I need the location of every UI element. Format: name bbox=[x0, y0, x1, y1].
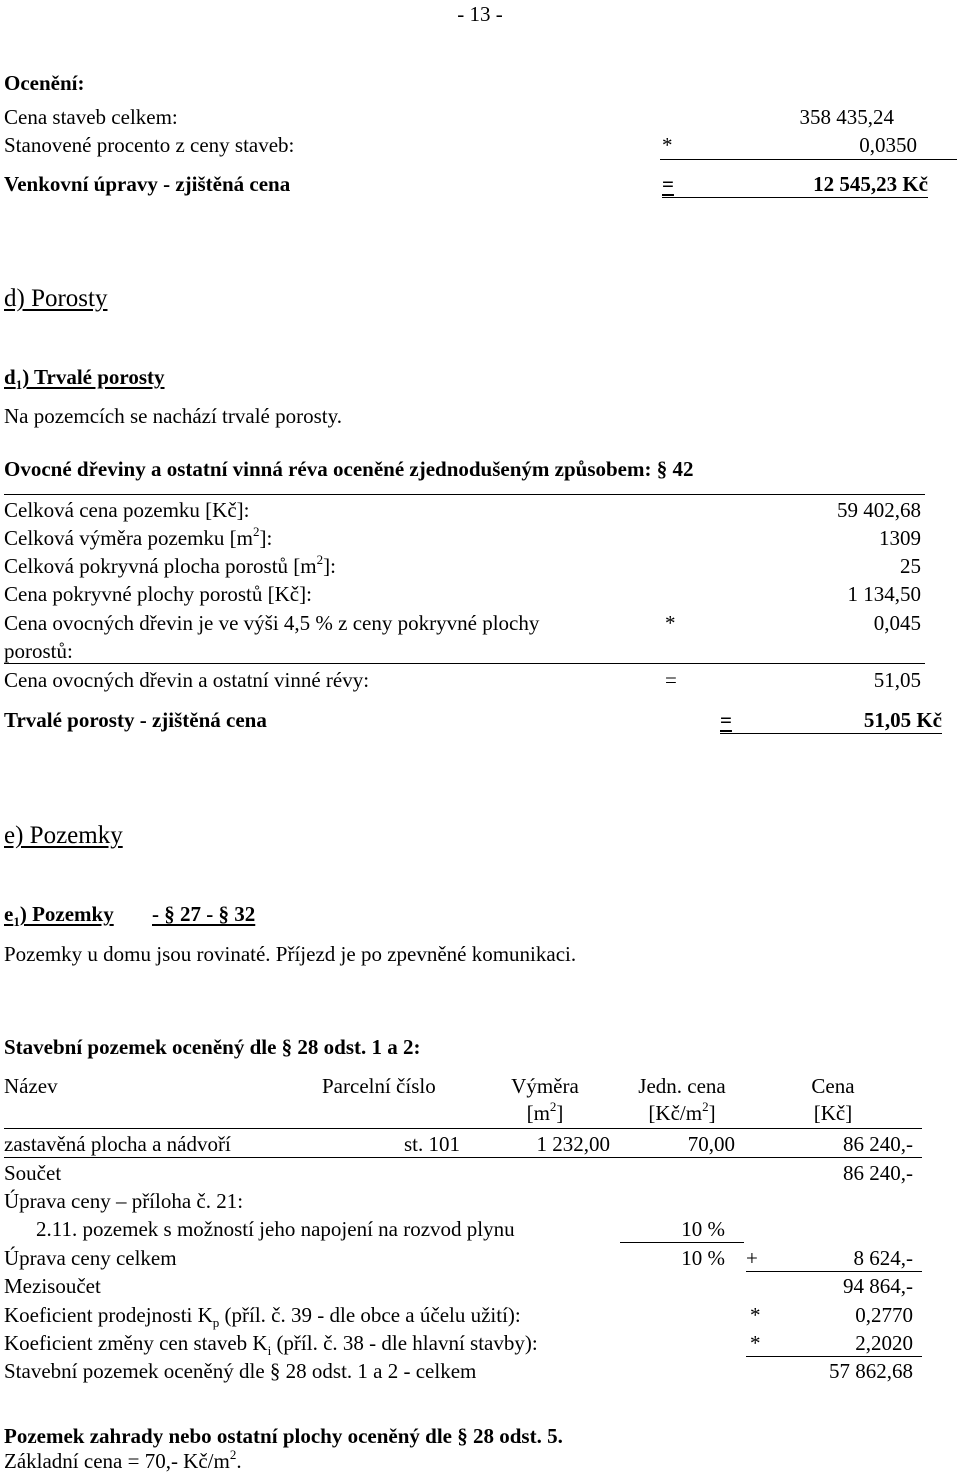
procento-value: 0,0350 bbox=[859, 133, 917, 157]
total-underline bbox=[662, 197, 928, 198]
procento-operator: * bbox=[662, 133, 673, 157]
stavebni-pozemek-heading: Stavební pozemek oceněný dle § 28 odst. 1 a 2: bbox=[4, 1035, 421, 1059]
total-underline bbox=[720, 733, 942, 734]
col-cena-unit: [Kč] bbox=[813, 1101, 853, 1125]
ovocne-dreviny-heading: Ovocné dřeviny a ostatní vinná réva oceněné zjednodušeným způsobem: § 42 bbox=[4, 457, 694, 481]
table-row-cena: 86 240,- bbox=[843, 1132, 913, 1156]
cena-ovocnych-value: 0,045 bbox=[873, 611, 921, 635]
pozemky-subheading: $e_1$) Pozemky bbox=[4, 902, 114, 929]
uprava-celkem-rule bbox=[746, 1271, 922, 1272]
trvale-porosty-total-value: 51,05 Kč bbox=[863, 708, 942, 732]
koeficient-kp-value: 0,2770 bbox=[855, 1303, 913, 1327]
uprava-item-percent: 10 % bbox=[681, 1217, 725, 1241]
soucet-label: Součet bbox=[4, 1161, 62, 1185]
pokryvna-plocha-value: 25 bbox=[900, 554, 921, 578]
col-vymera-unit: $[m^2]$ bbox=[526, 1099, 564, 1125]
procento-label: Stanovené procento z ceny staveb: bbox=[4, 133, 295, 157]
trvale-porosty-total-label: Trvalé porosty - zjištěná cena bbox=[4, 708, 267, 732]
section-rule bbox=[4, 494, 925, 495]
koeficient-kp-operator: * bbox=[750, 1303, 761, 1327]
celkova-cena-value: 59 402,68 bbox=[837, 498, 921, 522]
trvale-porosty-total-operator: = bbox=[720, 708, 732, 732]
col-jedn-cena-unit: $[Kč/m^2]$ bbox=[648, 1099, 716, 1125]
sum-rule bbox=[660, 159, 957, 160]
cena-plochy-value: 1 134,50 bbox=[847, 582, 921, 606]
table-row-jedn-cena: 70,00 bbox=[687, 1132, 735, 1156]
pozemky-intro: Pozemky u domu jsou rovinaté. Příjezd je po zpevněné komunikaci. bbox=[4, 942, 577, 966]
cena-revy-operator: = bbox=[665, 668, 677, 692]
uprava-celkem-value: 8 624,- bbox=[853, 1246, 913, 1270]
section-rule bbox=[4, 663, 925, 664]
table-row-parcela: st. 101 bbox=[403, 1132, 460, 1156]
venkovni-upravy-operator: = bbox=[662, 172, 674, 196]
cena-plochy-label: Cena pokryvné plochy porostů [Kč]: bbox=[4, 582, 312, 606]
cena-ovocnych-label: Cena ovocných dřevin je ve výši 4,5 % z ceny pokryvné plochy bbox=[4, 611, 540, 635]
uprava-rule bbox=[620, 1242, 744, 1243]
oceneni-heading: Ocenění: bbox=[4, 71, 85, 95]
col-nazev: Název bbox=[4, 1074, 58, 1098]
mezisoucet-label: Mezisoučet bbox=[4, 1274, 101, 1298]
cena-ovocnych-label-cont: porostů: bbox=[4, 639, 73, 663]
cena-staveb-label: Cena staveb celkem: bbox=[4, 105, 178, 129]
venkovni-upravy-label: Venkovní úpravy - zjištěná cena bbox=[4, 172, 291, 196]
uprava-celkem-percent: 10 % bbox=[681, 1246, 725, 1270]
page-number: - 13 - bbox=[457, 2, 503, 26]
stavebni-pozemek-celkem-label: Stavební pozemek oceněný dle § 28 odst. 1 a 2 - celkem bbox=[4, 1359, 477, 1383]
pokryvna-plocha-label: Celková pokryvná plocha porostů $[m^2]$: bbox=[4, 552, 336, 578]
uprava-ceny-label: Úprava ceny – příloha č. 21: bbox=[4, 1189, 244, 1213]
koeficient-ki-value: 2,2020 bbox=[855, 1331, 913, 1355]
table-row-rule bbox=[4, 1157, 922, 1158]
cena-revy-label: Cena ovocných dřevin a ostatní vinné révy: bbox=[4, 668, 370, 692]
koeficient-ki-label: Koeficient změny cen staveb $K_i$ (příl. č. 38 - dle hlavní stavby): bbox=[4, 1331, 538, 1358]
uprava-item-label: 2.11. pozemek s možností jeho napojení na rozvod plynu bbox=[36, 1217, 515, 1241]
col-jedn-cena: Jedn. cena bbox=[638, 1074, 726, 1098]
col-cena: Cena bbox=[811, 1074, 855, 1098]
uprava-celkem-label: Úprava ceny celkem bbox=[4, 1246, 177, 1270]
pozemky-paragraphs: - § 27 - § 32 bbox=[152, 902, 256, 926]
soucet-value: 86 240,- bbox=[843, 1161, 913, 1185]
cena-revy-value: 51,05 bbox=[873, 668, 921, 692]
koeficient-ki-operator: * bbox=[750, 1331, 761, 1355]
celkova-cena-label: Celková cena pozemku [Kč]: bbox=[4, 498, 250, 522]
cena-ovocnych-operator: * bbox=[665, 611, 676, 635]
col-parcelni-cislo: Parcelní číslo bbox=[322, 1074, 436, 1098]
table-header-rule bbox=[4, 1128, 922, 1129]
table-row-vymera: 1 232,00 bbox=[536, 1132, 610, 1156]
cena-staveb-value: 358 435,24 bbox=[799, 105, 894, 129]
venkovni-upravy-value: 12 545,23 Kč bbox=[813, 172, 928, 196]
table-row-nazev: zastavěná plocha a nádvoří bbox=[4, 1132, 231, 1156]
porosty-heading: d) Porosty bbox=[4, 285, 108, 312]
vymera-label: Celková výměra pozemku $[m^2]$: bbox=[4, 524, 273, 550]
mezisoucet-value: 94 864,- bbox=[843, 1274, 913, 1298]
pozemky-heading: e) Pozemky bbox=[4, 822, 123, 849]
zakladni-cena: Základní cena = 70,- $Kč/m^2$. bbox=[4, 1447, 242, 1473]
koeficient-kp-label: Koeficient prodejnosti $K_p$ (příl. č. 39 - dle obce a účelu užití): bbox=[4, 1303, 521, 1330]
porosty-intro: Na pozemcích se nachází trvalé porosty. bbox=[4, 404, 342, 428]
vymera-value: 1309 bbox=[879, 526, 921, 550]
koeficient-rule bbox=[746, 1356, 922, 1357]
uprava-celkem-operator: + bbox=[746, 1246, 758, 1270]
trvale-porosty-heading: $d_1$) Trvalé porosty bbox=[4, 365, 165, 392]
col-vymera: Výměra bbox=[511, 1074, 579, 1098]
stavebni-pozemek-celkem-value: 57 862,68 bbox=[829, 1359, 913, 1383]
zahrada-heading: Pozemek zahrady nebo ostatní plochy oceněný dle § 28 odst. 5. bbox=[4, 1424, 563, 1448]
